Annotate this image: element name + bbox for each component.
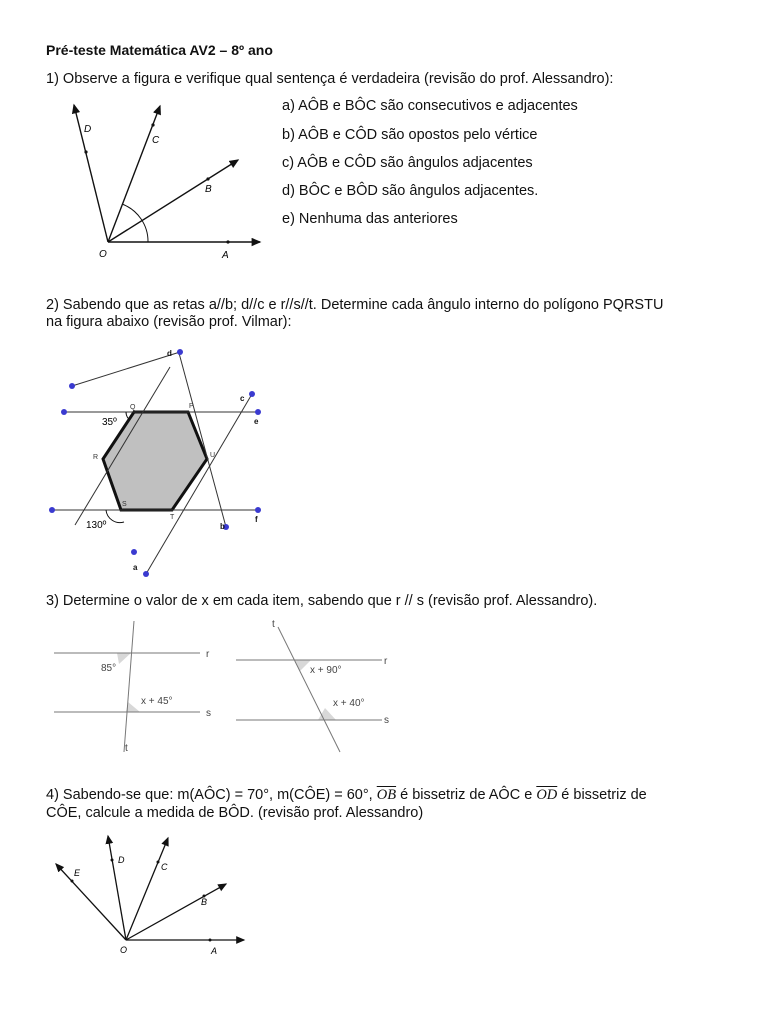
- expr-x90: x + 90°: [310, 665, 342, 676]
- label-e: E: [74, 868, 81, 878]
- q1-option-a: a) AÔB e BÔC são consecutivos e adjacentes: [282, 98, 578, 114]
- label-a: A: [222, 250, 229, 261]
- label-p: P: [189, 403, 194, 410]
- label-s2: s: [384, 715, 389, 726]
- q4-figure: [0, 0, 300, 970]
- q1-option-e: e) Nenhuma das anteriores: [282, 211, 458, 227]
- label-r1: r: [206, 649, 210, 660]
- q1-option-b: b) AÔB e CÔD são opostos pelo vértice: [282, 127, 538, 143]
- q1-statement: 1) Observe a figura e verifique qual sentença é verdadeira (revisão do prof. Alessandro):: [46, 71, 614, 87]
- label-o: O: [120, 945, 128, 955]
- label-line-d: d: [167, 349, 172, 358]
- label-line-a: a: [133, 563, 138, 572]
- q2-statement-line2: na figura abaixo (revisão prof. Vilmar):: [46, 314, 292, 330]
- angle-35: 35º: [102, 417, 117, 428]
- label-d: D: [118, 855, 125, 865]
- q1-option-d: d) BÔC e BÔD são ângulos adjacentes.: [282, 183, 539, 199]
- label-line-b: b: [220, 522, 225, 531]
- label-u: U: [210, 452, 216, 459]
- label-line-e: e: [254, 417, 259, 426]
- q4-statement-line1: 4) Sabendo-se que: m(AÔC) = 70°, m(CÔE) = 60°, $\overline{OB}$ é bissetriz de AÔC e $\overline{OD}$ é bissetriz de: [46, 787, 647, 803]
- label-s1: s: [206, 708, 211, 719]
- label-t2: t: [272, 619, 275, 630]
- segment-od: $\overline{OD}$: [536, 787, 558, 803]
- label-t1: t: [125, 743, 128, 754]
- q4-statement-line2: CÔE, calcule a medida de BÔD. (revisão prof. Alessandro): [46, 805, 424, 821]
- q2-statement-line1: 2) Sabendo que as retas a//b; d//c e r//s//t. Determine cada ângulo interno do polígono PQRSTU: [46, 297, 664, 313]
- segment-ob: $\overline{OB}$: [376, 787, 397, 803]
- label-a: A: [211, 946, 218, 956]
- label-q: Q: [130, 404, 136, 411]
- angle-130: 130º: [86, 520, 107, 531]
- label-d: D: [84, 124, 92, 135]
- label-r2: r: [384, 656, 388, 667]
- ray-od: [108, 836, 126, 940]
- label-o: O: [99, 249, 107, 260]
- ray-ob: [126, 884, 226, 940]
- q1-option-c: c) AÔB e CÔD são ângulos adjacentes: [282, 155, 533, 171]
- label-line-f: f: [255, 515, 258, 524]
- label-s: S: [122, 501, 127, 508]
- label-t: T: [170, 514, 175, 521]
- label-c: C: [152, 135, 160, 146]
- label-line-c: c: [240, 394, 245, 403]
- q3-statement: 3) Determine o valor de x em cada item, sabendo que r // s (revisão prof. Alessandro).: [46, 593, 598, 609]
- label-b: B: [201, 897, 208, 907]
- ray-oc: [126, 838, 168, 940]
- expr-x45: x + 45°: [141, 696, 173, 707]
- label-c: C: [161, 862, 168, 872]
- expr-x40: x + 40°: [333, 698, 365, 709]
- label-r: R: [93, 454, 99, 461]
- label-b: B: [205, 184, 212, 195]
- page-title: Pré-teste Matemática AV2 – 8º ano: [46, 42, 273, 58]
- angle-85: 85°: [101, 663, 117, 674]
- ray-oe: [56, 864, 126, 940]
